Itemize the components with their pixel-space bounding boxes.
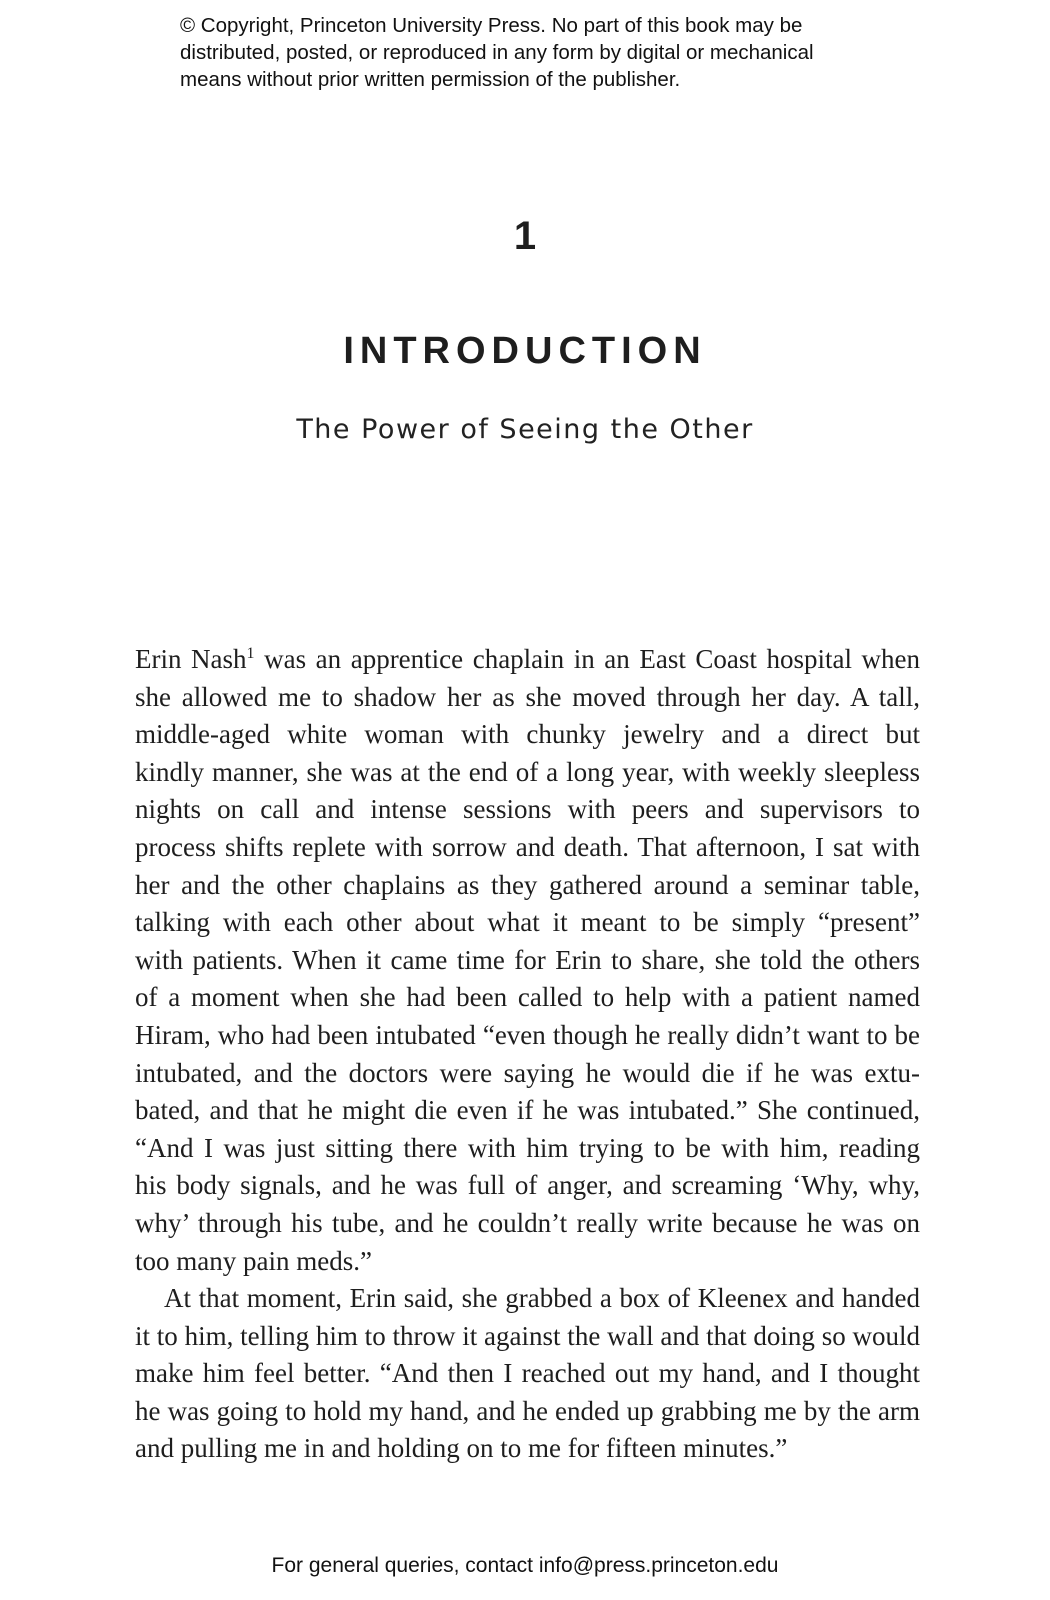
text-line: his body signals, and he was full of anger, and screaming ‘Why, why, — [135, 1170, 920, 1201]
text-line: Hiram, who had been intubated “even though he really didn’t want to be — [135, 1019, 920, 1050]
text-line: intubated, and the doctors were saying he would die if he was extu- — [135, 1057, 920, 1088]
text-line: nights on call and intense sessions with peers and supervisors to — [135, 794, 920, 825]
text-line: “And I was just sitting there with him trying to be with him, reading — [135, 1132, 920, 1163]
text-line: process shifts replete with sorrow and death. That afternoon, I sat with — [135, 831, 920, 862]
copyright-line: © Copyright, Princeton University Press. No part of this book may be — [180, 14, 803, 37]
text-line — [135, 641, 920, 679]
text-line: At that moment, Erin said, she grabbed a box of Kleenex and handed — [164, 1283, 920, 1314]
footnote-reference[interactable]: 1 — [246, 645, 255, 662]
copyright-line: means without prior written permission of the publisher. — [180, 68, 681, 91]
text-line: kindly manner, she was at the end of a long year, with weekly sleepless — [135, 756, 920, 787]
text-line: middle-aged white woman with chunky jewelry and a direct but — [135, 719, 920, 750]
text-line: and pulling me in and holding on to me for fifteen minutes.” — [135, 1433, 788, 1464]
text-line: make him feel better. “And then I reached out my hand, and I thought — [135, 1358, 920, 1389]
paragraph — [135, 641, 920, 1280]
line-prefix: Erin Nash — [135, 644, 247, 674]
text-line: she allowed me to shadow her as she moved through her day. A tall, — [135, 681, 920, 712]
text-line: talking with each other about what it meant to be simply “present” — [135, 907, 920, 938]
text-line: why’ through his tube, and he couldn’t really write because he was on — [135, 1207, 920, 1238]
copyright-line: distributed, posted, or reproduced in any form by digital or mechanical — [180, 41, 814, 64]
paragraph — [135, 1280, 920, 1468]
copyright-notice — [180, 12, 900, 93]
text-line: bated, and that he might die even if he was intubated.” She continued, — [135, 1095, 920, 1126]
footer-contact: For general queries, contact info@press.princeton.edu — [271, 1554, 779, 1577]
text-line: too many pain meds.” — [135, 1245, 372, 1276]
text-line: her and the other chaplains as they gathered around a seminar table, — [135, 869, 920, 900]
text-line: he was going to hold my hand, and he ended up grabbing me by the arm — [135, 1395, 920, 1426]
text-line: of a moment when she had been called to help with a patient named — [135, 982, 920, 1013]
chapter-subtitle: The Power of Seeing the Other — [296, 414, 754, 445]
chapter-title: INTRODUCTION — [343, 330, 707, 372]
text-line: with patients. When it came time for Erin to share, she told the others — [135, 944, 920, 975]
body-text — [135, 641, 920, 1468]
line-suffix: was an apprentice chaplain in an East Coast hospital when — [254, 644, 920, 674]
chapter-number: 1 — [513, 214, 537, 258]
text-line: it to him, telling him to throw it against the wall and that doing so would — [135, 1320, 920, 1351]
